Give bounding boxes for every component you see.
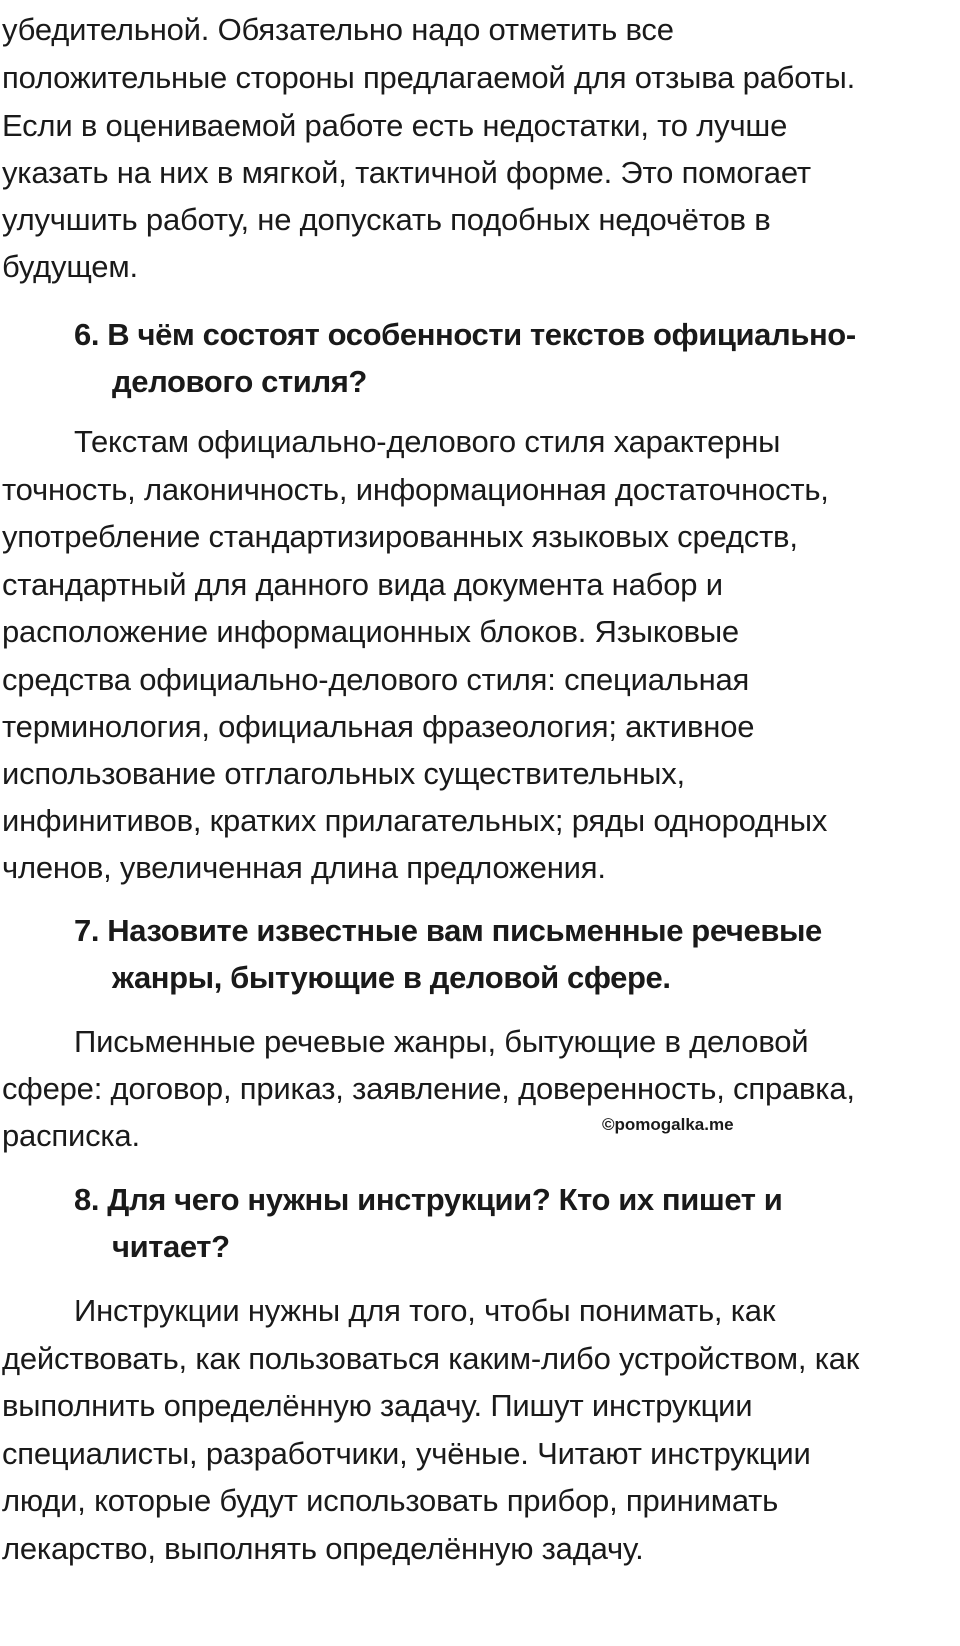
question-heading: 8. Для чего нужны инструкции? Кто их пишет и [74, 1182, 783, 1217]
question-heading: 6. В чём состоят особенности текстов официально- [74, 317, 856, 352]
answer-line: средства официально-делового стиля: специальная [2, 662, 750, 697]
answer-line: Текстам официально-делового стиля характерны [74, 424, 781, 459]
question-heading: делового стиля? [112, 364, 367, 399]
answer-line: специалисты, разработчики, учёные. Читают инструкции [2, 1436, 811, 1471]
answer-line: точность, лаконичность, информационная достаточность, [2, 472, 829, 507]
answer-line: стандартный для данного вида документа набор и [2, 567, 723, 602]
answer-line: терминология, официальная фразеология; активное [2, 709, 755, 744]
answer-line: Инструкции нужны для того, чтобы понимать, как [74, 1293, 776, 1328]
paragraph-line: Если в оцениваемой работе есть недостатки, то лучше [2, 108, 788, 143]
paragraph-line: убедительной. Обязательно надо отметить все [2, 12, 674, 47]
answer-line: членов, увеличенная длина предложения. [2, 850, 606, 885]
paragraph-line: будущем. [2, 249, 138, 284]
answer-line: люди, которые будут использовать прибор, принимать [2, 1483, 779, 1518]
paragraph-line: положительные стороны предлагаемой для отзыва работы. [2, 60, 856, 95]
answer-line: расписка. [2, 1118, 140, 1153]
paragraph-line: указать на них в мягкой, тактичной форме. Это помогает [2, 155, 811, 190]
answer-line: лекарство, выполнять определённую задачу. [2, 1531, 644, 1566]
answer-line: действовать, как пользоваться каким-либо устройством, как [2, 1341, 860, 1376]
answer-line: сфере: договор, приказ, заявление, доверенность, справка, [2, 1071, 855, 1106]
answer-line: использование отглагольных существительных, [2, 756, 685, 791]
question-heading: 7. Назовите известные вам письменные речевые [74, 913, 822, 948]
question-heading: жанры, бытующие в деловой сфере. [112, 960, 671, 995]
paragraph-line: улучшить работу, не допускать подобных недочётов в [2, 202, 771, 237]
watermark: ©pomogalka.me [602, 1115, 734, 1134]
answer-line: расположение информационных блоков. Языковые [2, 614, 739, 649]
answer-line: употребление стандартизированных языковых средств, [2, 519, 798, 554]
answer-line: Письменные речевые жанры, бытующие в деловой [74, 1024, 809, 1059]
answer-line: инфинитивов, кратких прилагательных; ряды однородных [2, 803, 828, 838]
question-heading: читает? [112, 1229, 230, 1264]
answer-line: выполнить определённую задачу. Пишут инструкции [2, 1388, 753, 1423]
